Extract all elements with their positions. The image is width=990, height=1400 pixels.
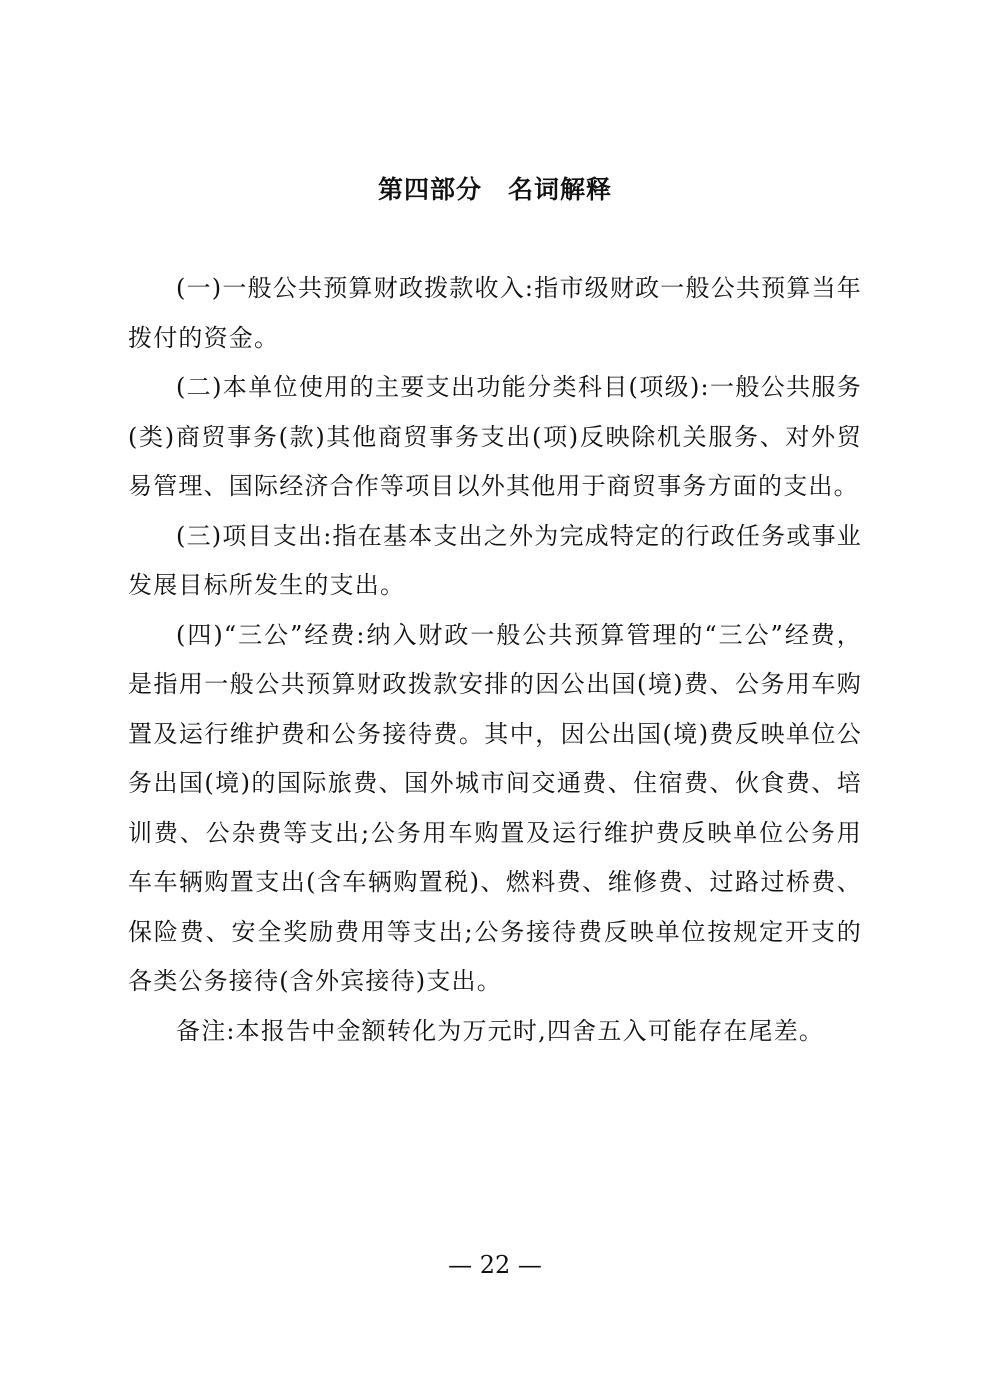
paragraph-project-expenditure: (三)项目支出:指在基本支出之外为完成特定的行政任务或事业发展目标所发生的支出。 <box>128 521 862 599</box>
page-number: — 22 — <box>448 1251 542 1279</box>
paragraph-general-budget-income: (一)一般公共预算财政拨款收入:指市级财政一般公共预算当年拨付的资金。 <box>128 274 862 352</box>
paragraph-three-public-expenses: (四)“三公”经费:纳入财政一般公共预算管理的“三公”经费，是指用一般公共预算财政拨款安排的因公出国(境)费、公务用车购置及运行维护费和公务接待费。其中，因公出国(境)费反映单位公务出国(境)的国际旅费、国外城市间交通费、住宿费、伙食费、培训费、公杂费等支出;公务用车购置及运行维护费反映单位公务用车车辆购置支出(含车辆购置税)、燃料费、维修费、过路过桥费、保险费、安全奖励费用等支出;公务接待费反映单位按规定开支的各类公务接待(含外宾接待)支出。 <box>128 620 862 995</box>
document-body <box>128 264 862 1056</box>
paragraph-expenditure-classification: (二)本单位使用的主要支出功能分类科目(项级):一般公共服务(类)商贸事务(款)其他商贸事务支出(项)反映除机关服务、对外贸易管理、国际经济合作等项目以外其他用于商贸事务方面的支出。 <box>128 373 862 500</box>
section-title: 第四部分 名词解释 <box>377 175 612 204</box>
paragraph-remark: 备注:本报告中金额转化为万元时,四舍五入可能存在尾差。 <box>176 1016 825 1045</box>
